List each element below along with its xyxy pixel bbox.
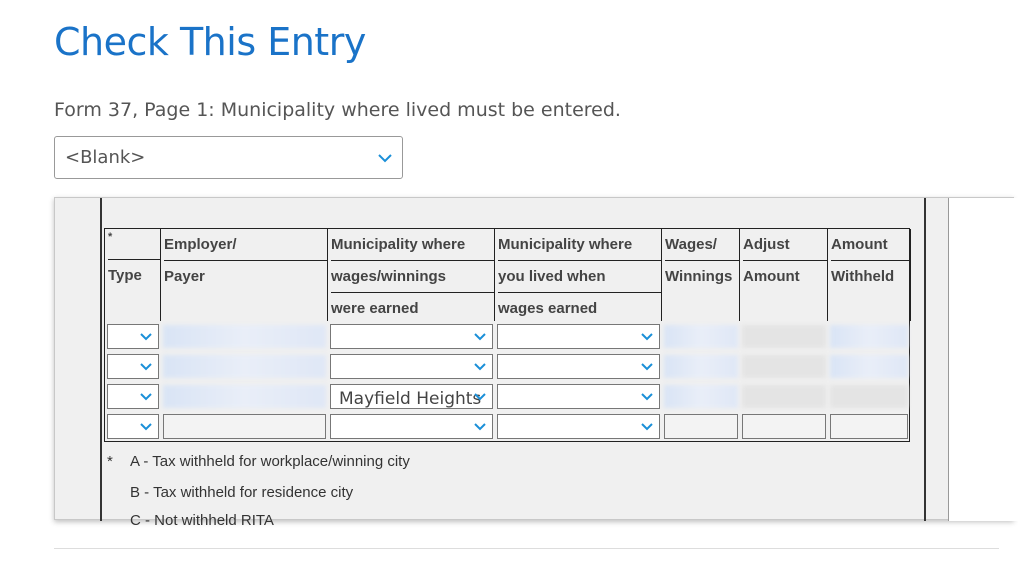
withheld-field[interactable] bbox=[830, 385, 908, 408]
chevron-down-icon bbox=[138, 419, 154, 435]
wages-field[interactable] bbox=[664, 355, 738, 378]
note-b: B - Tax withheld for residence city bbox=[130, 484, 354, 501]
table-row bbox=[105, 381, 911, 411]
adjust-field[interactable] bbox=[742, 385, 826, 408]
employer-field[interactable] bbox=[163, 325, 326, 348]
withheld-field[interactable] bbox=[830, 355, 908, 378]
chevron-down-icon bbox=[639, 419, 655, 435]
type-select[interactable] bbox=[107, 354, 159, 379]
w2-table bbox=[104, 228, 910, 442]
error-message: Form 37, Page 1: Municipality where lived must be entered. bbox=[54, 99, 621, 121]
header-muni-lived: Municipality where you lived when wages earned bbox=[495, 229, 662, 321]
table-row bbox=[105, 321, 911, 351]
muni-lived-select[interactable] bbox=[497, 384, 660, 409]
table-row bbox=[105, 351, 911, 381]
header-type: * Type bbox=[105, 229, 161, 321]
table-row bbox=[105, 411, 911, 441]
wages-field[interactable] bbox=[664, 414, 738, 439]
divider bbox=[54, 548, 999, 549]
type-select[interactable] bbox=[107, 384, 159, 409]
chevron-down-icon bbox=[138, 329, 154, 345]
wages-field[interactable] bbox=[664, 385, 738, 408]
header-employer: Employer/ Payer bbox=[161, 229, 328, 321]
chevron-down-icon bbox=[639, 329, 655, 345]
employer-field[interactable] bbox=[163, 355, 326, 378]
error-select-dropdown[interactable] bbox=[54, 136, 403, 179]
right-pane bbox=[948, 198, 1018, 521]
muni-lived-select[interactable] bbox=[497, 324, 660, 349]
muni-earned-select[interactable] bbox=[330, 384, 493, 409]
form-panel bbox=[54, 197, 1014, 529]
wages-field[interactable] bbox=[664, 325, 738, 348]
chevron-down-icon bbox=[376, 149, 394, 167]
withheld-field[interactable] bbox=[830, 414, 908, 439]
muni-lived-select[interactable] bbox=[497, 354, 660, 379]
header-wages: Wages/ Winnings bbox=[662, 229, 740, 321]
muni-lived-select[interactable] bbox=[497, 414, 660, 439]
chevron-down-icon bbox=[472, 329, 488, 345]
employer-field[interactable] bbox=[163, 414, 326, 439]
chevron-down-icon bbox=[472, 389, 488, 405]
adjust-field[interactable] bbox=[742, 355, 826, 378]
panel-margin-line bbox=[924, 198, 926, 521]
adjust-field[interactable] bbox=[742, 325, 826, 348]
header-withheld: Amount Withheld bbox=[828, 229, 911, 321]
chevron-down-icon bbox=[472, 359, 488, 375]
type-select[interactable] bbox=[107, 414, 159, 439]
page-title: Check This Entry bbox=[54, 20, 366, 64]
chevron-down-icon bbox=[472, 419, 488, 435]
muni-earned-select[interactable] bbox=[330, 354, 493, 379]
note-star: * bbox=[107, 453, 113, 470]
chevron-down-icon bbox=[138, 359, 154, 375]
header-adjust: Adjust Amount bbox=[740, 229, 828, 321]
adjust-field[interactable] bbox=[742, 414, 826, 439]
header-muni-earned: Municipality where wages/winnings were earned bbox=[328, 229, 495, 321]
chevron-down-icon bbox=[138, 389, 154, 405]
withheld-field[interactable] bbox=[830, 325, 908, 348]
muni-earned-select[interactable] bbox=[330, 324, 493, 349]
muni-earned-select[interactable] bbox=[330, 414, 493, 439]
chevron-down-icon bbox=[639, 359, 655, 375]
employer-field[interactable] bbox=[163, 385, 326, 408]
panel-margin-line bbox=[100, 198, 102, 521]
dropdown-value: <Blank> bbox=[65, 147, 146, 168]
note-c: C - Not withheld RITA bbox=[130, 512, 274, 529]
type-select[interactable] bbox=[107, 324, 159, 349]
note-a: A - Tax withheld for workplace/winning city bbox=[130, 453, 410, 470]
chevron-down-icon bbox=[639, 389, 655, 405]
muni-earned-value: Mayfield Heights bbox=[339, 389, 482, 409]
